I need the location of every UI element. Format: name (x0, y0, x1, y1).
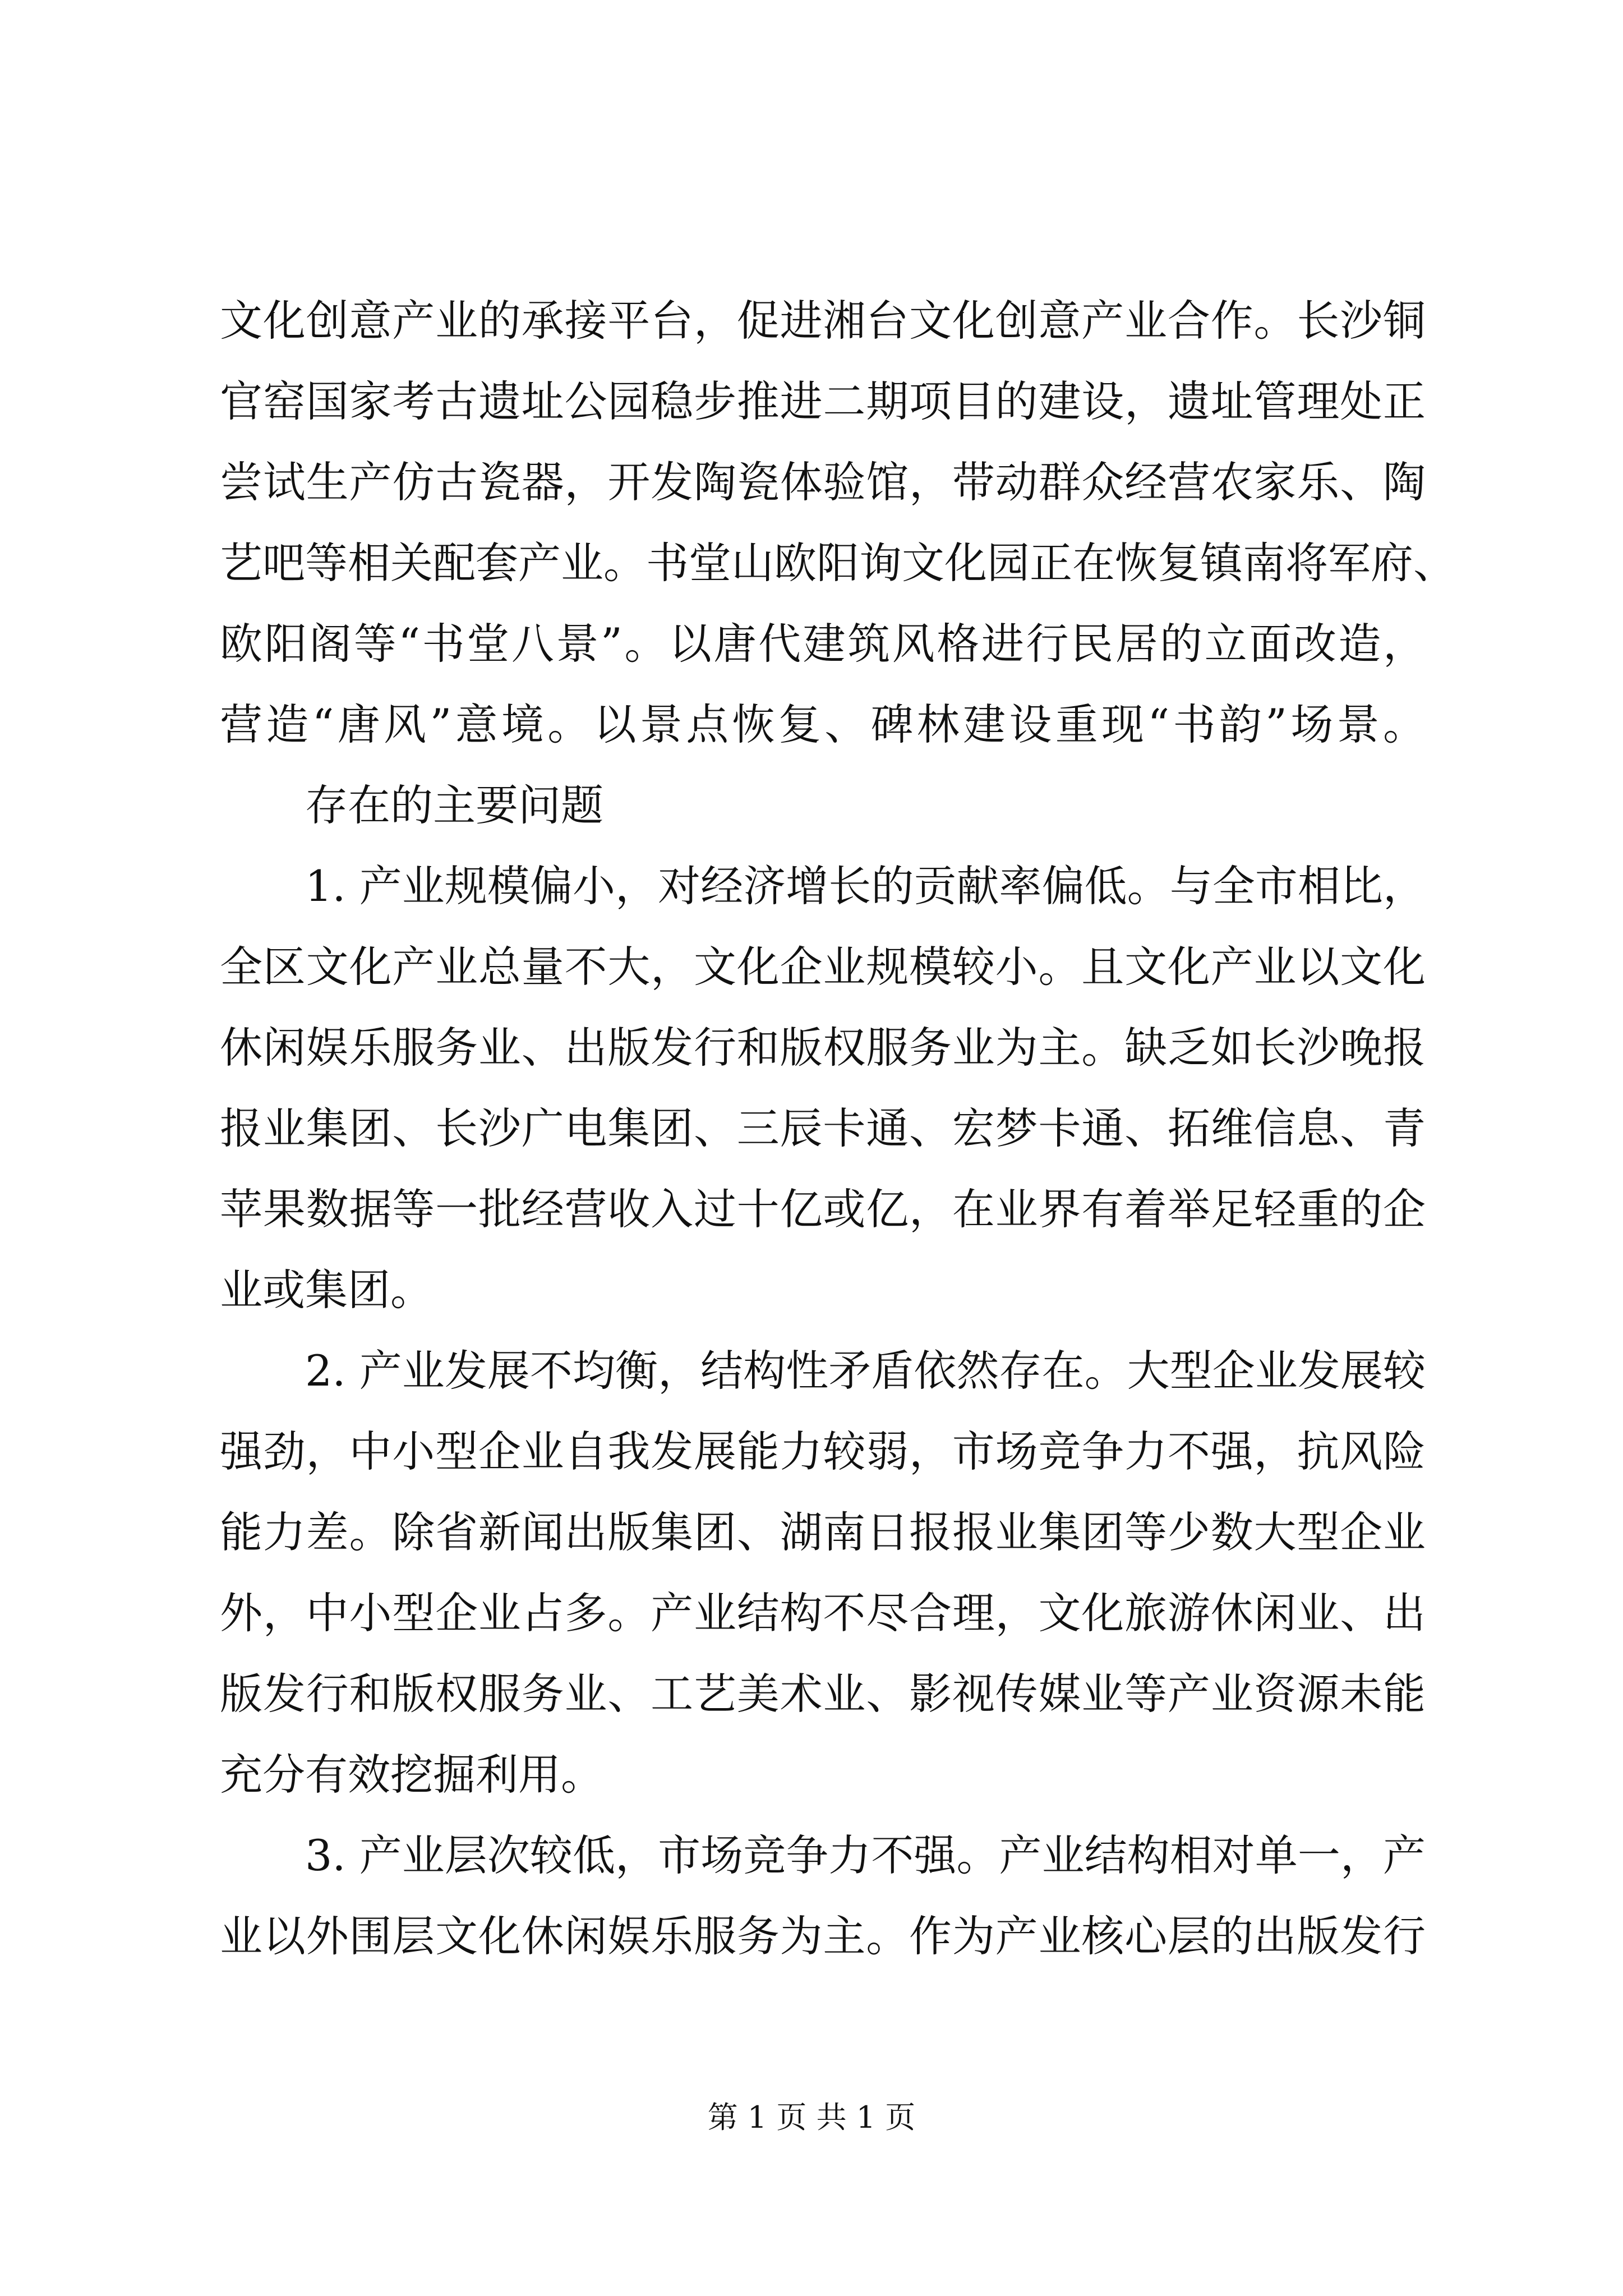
text-line: 官窑国家考古遗址公园稳步推进二期项目的建设，遗址管理处正 (220, 376, 1426, 426)
text-line: 版发行和版权服务业、工艺美术业、影视传媒业等产业资源未能 (220, 1669, 1426, 1719)
paragraph (220, 280, 1456, 765)
numbered-paragraph-3 (220, 1815, 1426, 1977)
text-line: 苹果数据等一批经营收入过十亿或亿，在业界有着举足轻重的企 (220, 1184, 1426, 1234)
text-line: 强劲，中小型企业自我发展能力较弱，市场竞争力不强，抗风险 (220, 1427, 1426, 1476)
text-line: 1. 产业规模偏小，对经济增长的贡献率偏低。与全市相比， (305, 861, 1426, 911)
page-number-footer: 第 1 页 共 1 页 (707, 2100, 916, 2135)
text-line: 2. 产业发展不均衡，结构性矛盾依然存在。大型企业发展较 (305, 1346, 1426, 1396)
text-line: 业或集团。 (220, 1265, 433, 1315)
document-body (220, 280, 1456, 1977)
text-line: 欧阳阁等“书堂八景”。以唐代建筑风格进行民居的立面改造， (220, 619, 1426, 669)
text-line: 尝试生产仿古瓷器，开发陶瓷体验馆，带动群众经营农家乐、陶 (220, 457, 1426, 507)
heading-line: 存在的主要问题 (305, 780, 603, 830)
text-line: 能力差。除省新闻出版集团、湖南日报报业集团等少数大型企业 (220, 1507, 1426, 1557)
numbered-paragraph-1 (220, 846, 1426, 1331)
text-line: 业以外围层文化休闲娱乐服务为主。作为产业核心层的出版发行 (220, 1911, 1426, 1961)
text-line: 营造“唐风”意境。以景点恢复、碑林建设重现“书韵”场景。 (220, 700, 1426, 749)
section-heading (220, 765, 1426, 846)
text-line: 充分有效挖掘利用。 (220, 1750, 603, 1800)
text-line: 报业集团、长沙广电集团、三辰卡通、宏梦卡通、拓维信息、青 (220, 1103, 1426, 1153)
text-line: 文化创意产业的承接平台，促进湘台文化创意产业合作。长沙铜 (220, 296, 1426, 346)
text-line: 艺吧等相关配套产业。书堂山欧阳询文化园正在恢复镇南将军府、 (220, 538, 1456, 588)
text-line: 3. 产业层次较低，市场竞争力不强。产业结构相对单一，产 (305, 1830, 1426, 1880)
text-line: 全区文化产业总量不大，文化企业规模较小。且文化产业以文化 (220, 942, 1426, 992)
numbered-paragraph-2 (220, 1331, 1426, 1815)
text-line: 外，中小型企业占多。产业结构不尽合理，文化旅游休闲业、出 (220, 1588, 1426, 1638)
text-line: 休闲娱乐服务业、出版发行和版权服务业为主。缺乏如长沙晚报 (220, 1023, 1426, 1073)
